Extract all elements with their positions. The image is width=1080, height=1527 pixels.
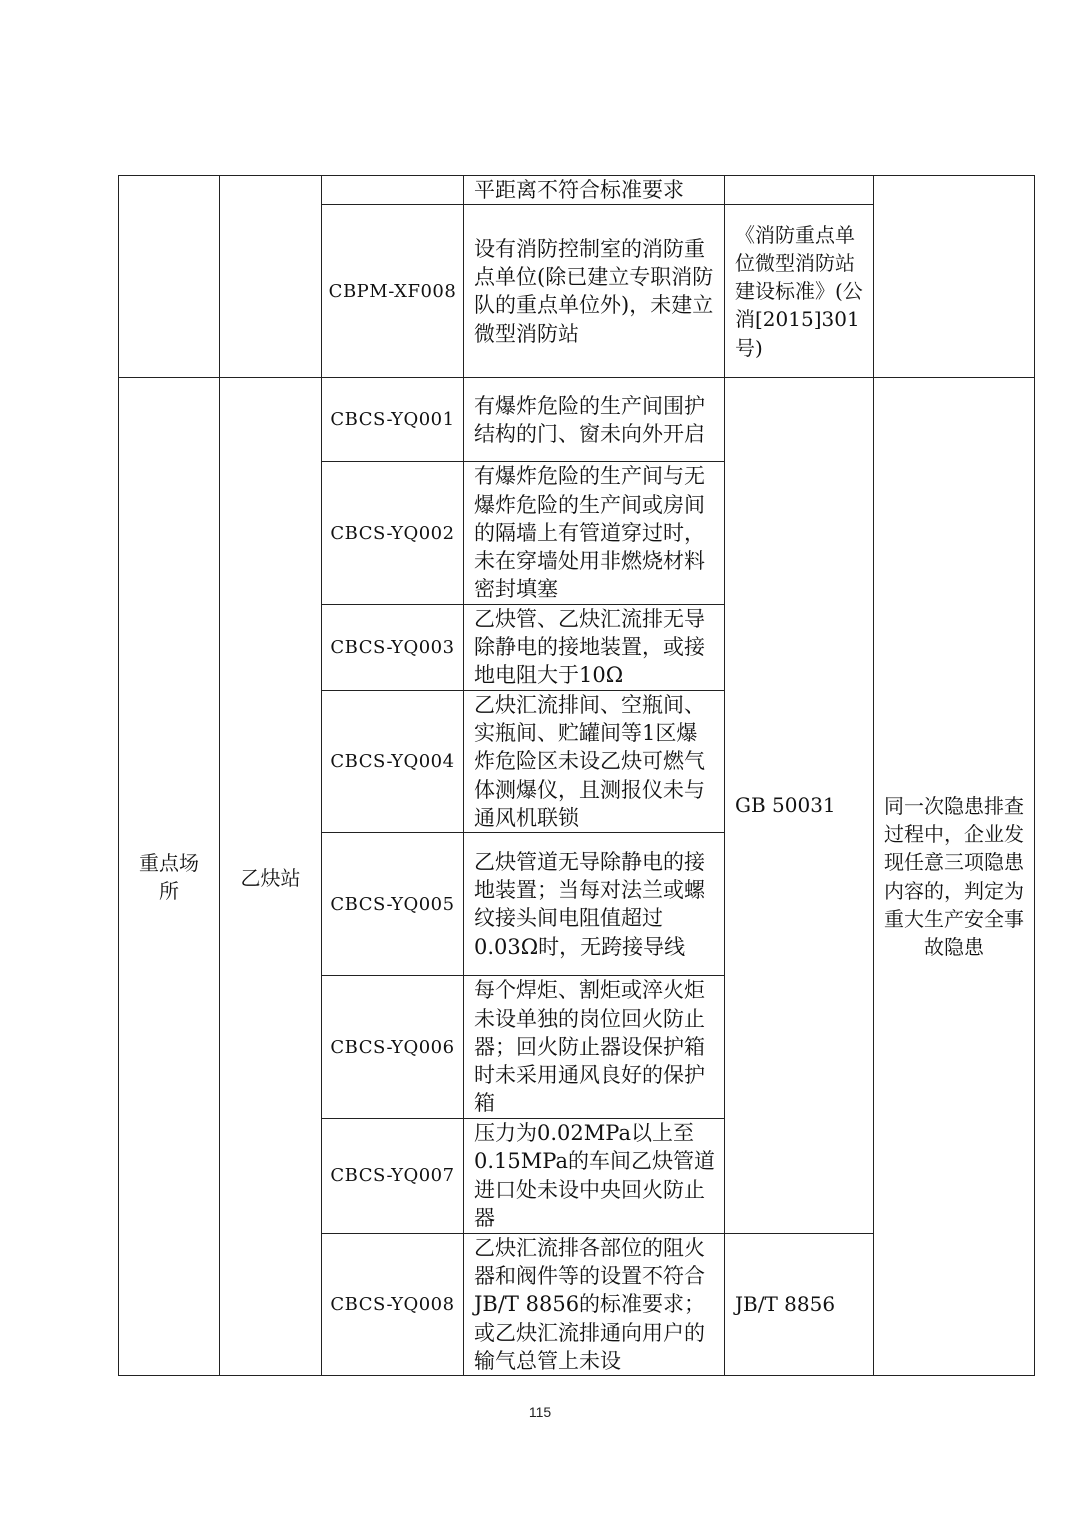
description-cell: 有爆炸危险的生产间围护结构的门、窗未向外开启 (464, 378, 725, 462)
table-row (119, 378, 1035, 462)
description-cell: 平距离不符合标准要求 (464, 176, 725, 205)
code-cell: CBCS-YQ004 (322, 690, 464, 832)
description-cell: 每个焊炬、割炬或淬火炬未设单独的岗位回火防止器；回火防止器设保护箱时未采用通风良好的保护箱 (464, 976, 725, 1118)
code-cell: CBCS-YQ007 (322, 1118, 464, 1233)
site-cell-continued (220, 176, 322, 378)
area-cell-continued (119, 176, 220, 378)
description-cell: 有爆炸危险的生产间与无爆炸危险的生产间或房间的隔墙上有管道穿过时，未在穿墙处用非燃烧材料密封填塞 (464, 462, 725, 604)
table-row (119, 176, 1035, 205)
code-cell: CBCS-YQ003 (322, 604, 464, 690)
page-number: 115 (528, 1404, 552, 1420)
code-cell: CBCS-YQ002 (322, 462, 464, 604)
description-cell: 乙炔汇流排各部位的阻火器和阀件等的设置不符合JB/T 8856的标准要求；或乙炔汇流排通向用户的输气总管上未设 (464, 1233, 725, 1375)
site-cell: 乙炔站 (220, 378, 322, 1376)
code-cell: CBCS-YQ006 (322, 976, 464, 1118)
area-label: 重点场所 (139, 850, 199, 903)
code-cell: CBPM-XF008 (322, 205, 464, 378)
description-cell: 乙炔汇流排间、空瓶间、实瓶间、贮罐间等1区爆炸危险区未设乙炔可燃气体测爆仪，且测报仪未与通风机联锁 (464, 690, 725, 832)
code-cell: CBCS-YQ001 (322, 378, 464, 462)
description-cell: 设有消防控制室的消防重点单位(除已建立专职消防队的重点单位外)，未建立微型消防站 (464, 205, 725, 378)
note-cell-continued (874, 176, 1035, 378)
area-cell (119, 378, 220, 1376)
code-cell: CBCS-YQ005 (322, 833, 464, 976)
hazard-table (118, 175, 1035, 1376)
code-cell: CBCS-YQ008 (322, 1233, 464, 1375)
code-cell (322, 176, 464, 205)
standard-cell (725, 176, 874, 205)
standard-cell-jb: JB/T 8856 (725, 1233, 874, 1375)
description-cell: 乙炔管、乙炔汇流排无导除静电的接地装置，或接地电阻大于10Ω (464, 604, 725, 690)
standard-cell-gb: GB 50031 (725, 378, 874, 1233)
description-cell: 压力为0.02MPa以上至0.15MPa的车间乙炔管道进口处未设中央回火防止器 (464, 1118, 725, 1233)
standard-cell: 《消防重点单位微型消防站建设标准》(公消[2015]301号) (725, 205, 874, 378)
note-cell: 同一次隐患排查过程中，企业发现任意三项隐患内容的，判定为重大生产安全事故隐患 (874, 378, 1035, 1376)
description-cell: 乙炔管道无导除静电的接地装置；当每对法兰或螺纹接头间电阻值超过0.03Ω时，无跨接导线 (464, 833, 725, 976)
